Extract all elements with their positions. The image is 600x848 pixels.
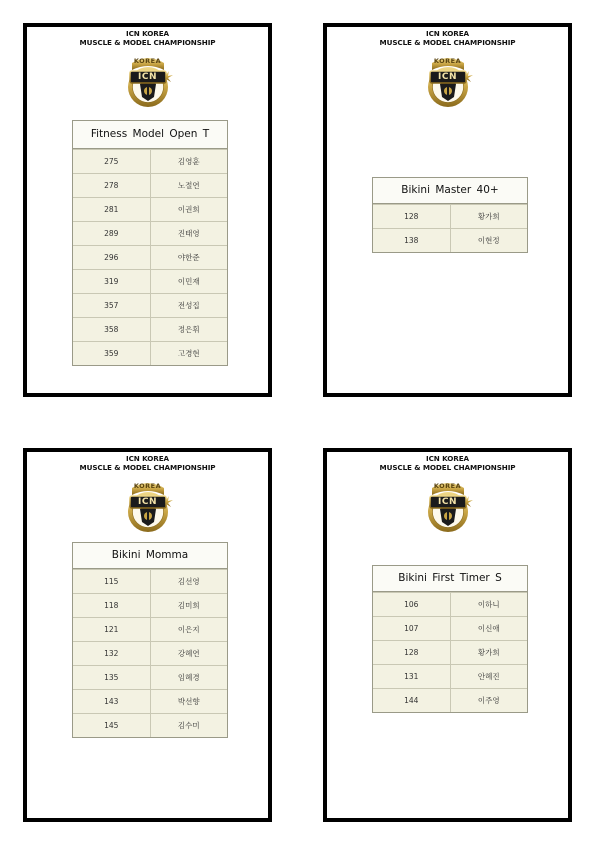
table-row	[373, 664, 527, 688]
athlete-name: 이신애	[477, 624, 500, 633]
athlete-name: 황가희	[477, 648, 500, 657]
table-row	[73, 665, 227, 689]
logo-korea-text: KOREA	[433, 482, 462, 490]
table-row	[373, 204, 527, 228]
athlete-number: 132	[73, 642, 151, 665]
athlete-number: 107	[373, 617, 451, 640]
athlete-name: 노절연	[177, 181, 200, 190]
category-card	[323, 23, 572, 397]
athlete-number: 128	[373, 205, 451, 228]
event-title	[27, 455, 268, 472]
event-title	[327, 30, 568, 47]
athlete-number: 289	[73, 222, 151, 245]
athlete-number: 135	[73, 666, 151, 689]
category-card	[23, 448, 272, 822]
logo-korea-text: KOREA	[133, 482, 162, 490]
table-row	[73, 341, 227, 365]
athlete-name: 이권희	[177, 205, 200, 214]
logo-mark-text: ICN	[438, 497, 457, 507]
athlete-name: 이민재	[177, 277, 200, 286]
athlete-number: 275	[73, 150, 151, 173]
athlete-number: 319	[73, 270, 151, 293]
athlete-name: 황가희	[477, 212, 500, 221]
roster-table	[72, 120, 228, 366]
athlete-number: 278	[73, 174, 151, 197]
category-card	[323, 448, 572, 822]
category-title: Bikini First Timer S	[373, 566, 527, 592]
athlete-name: 박선향	[177, 697, 200, 706]
table-row	[73, 593, 227, 617]
table-row	[73, 293, 227, 317]
athlete-number: 359	[73, 342, 151, 365]
athlete-number: 128	[373, 641, 451, 664]
athlete-name: 임혜경	[177, 673, 200, 682]
table-row	[73, 221, 227, 245]
icn-korea-logo-icon	[418, 476, 478, 536]
athlete-number: 138	[373, 229, 451, 252]
event-title-line2: MUSCLE & MODEL CHAMPIONSHIP	[79, 462, 216, 472]
logo-mark-text: ICN	[138, 72, 157, 82]
athlete-number: 131	[373, 665, 451, 688]
logo-mark-text: ICN	[438, 72, 457, 82]
logo-mark-text: ICN	[138, 497, 157, 507]
athlete-name: 전성집	[177, 301, 200, 310]
event-title	[27, 30, 268, 47]
athlete-number: 121	[73, 618, 151, 641]
table-row	[73, 149, 227, 173]
table-row	[73, 689, 227, 713]
athlete-name: 진태영	[177, 229, 200, 238]
athlete-number: 357	[73, 294, 151, 317]
athlete-name: 안혜진	[477, 672, 500, 681]
table-row	[73, 269, 227, 293]
event-title-line2: MUSCLE & MODEL CHAMPIONSHIP	[79, 37, 216, 47]
event-title-line2: MUSCLE & MODEL CHAMPIONSHIP	[379, 462, 516, 472]
athlete-number: 143	[73, 690, 151, 713]
athlete-name: 이현정	[477, 236, 500, 245]
athlete-name: 김수미	[177, 721, 200, 730]
table-row	[373, 592, 527, 616]
table-row	[73, 641, 227, 665]
event-title-line1: ICN KOREA	[126, 454, 169, 463]
event-title-line2: MUSCLE & MODEL CHAMPIONSHIP	[379, 37, 516, 47]
athlete-number: 281	[73, 198, 151, 221]
category-title: Fitness Model Open T	[73, 121, 227, 149]
table-row	[373, 640, 527, 664]
athlete-name: 이주영	[477, 696, 500, 705]
table-row	[373, 616, 527, 640]
table-row	[373, 228, 527, 252]
athlete-name: 강혜연	[177, 649, 200, 658]
table-row	[73, 245, 227, 269]
logo-korea-text: KOREA	[433, 57, 462, 65]
athlete-number: 115	[73, 570, 151, 593]
table-row	[73, 569, 227, 593]
athlete-name: 야한준	[177, 253, 200, 262]
athlete-name: 이하니	[477, 600, 500, 609]
table-row	[73, 617, 227, 641]
logo-korea-text: KOREA	[133, 57, 162, 65]
athlete-name: 김미희	[177, 601, 200, 610]
table-row	[73, 173, 227, 197]
athlete-name: 김영훈	[177, 157, 200, 166]
table-row	[73, 713, 227, 737]
category-title: Bikini Momma	[73, 543, 227, 569]
event-title-line1: ICN KOREA	[426, 29, 469, 38]
icn-korea-logo-icon	[418, 51, 478, 111]
roster-table	[72, 542, 228, 738]
athlete-number: 144	[373, 689, 451, 712]
athlete-number: 296	[73, 246, 151, 269]
athlete-name: 정은휘	[177, 325, 200, 334]
event-title	[327, 455, 568, 472]
category-title: Bikini Master 40+	[373, 178, 527, 204]
category-card	[23, 23, 272, 397]
icn-korea-logo-icon	[118, 51, 178, 111]
athlete-name: 고경현	[177, 349, 200, 358]
athlete-number: 118	[73, 594, 151, 617]
event-title-line1: ICN KOREA	[126, 29, 169, 38]
athlete-name: 이은지	[177, 625, 200, 634]
icn-korea-logo-icon	[118, 476, 178, 536]
athlete-number: 145	[73, 714, 151, 737]
table-row	[73, 317, 227, 341]
roster-table	[372, 177, 528, 253]
table-row	[373, 688, 527, 712]
event-title-line1: ICN KOREA	[426, 454, 469, 463]
athlete-number: 358	[73, 318, 151, 341]
roster-table	[372, 565, 528, 713]
table-row	[73, 197, 227, 221]
athlete-number: 106	[373, 593, 451, 616]
athlete-name: 김선영	[177, 577, 200, 586]
